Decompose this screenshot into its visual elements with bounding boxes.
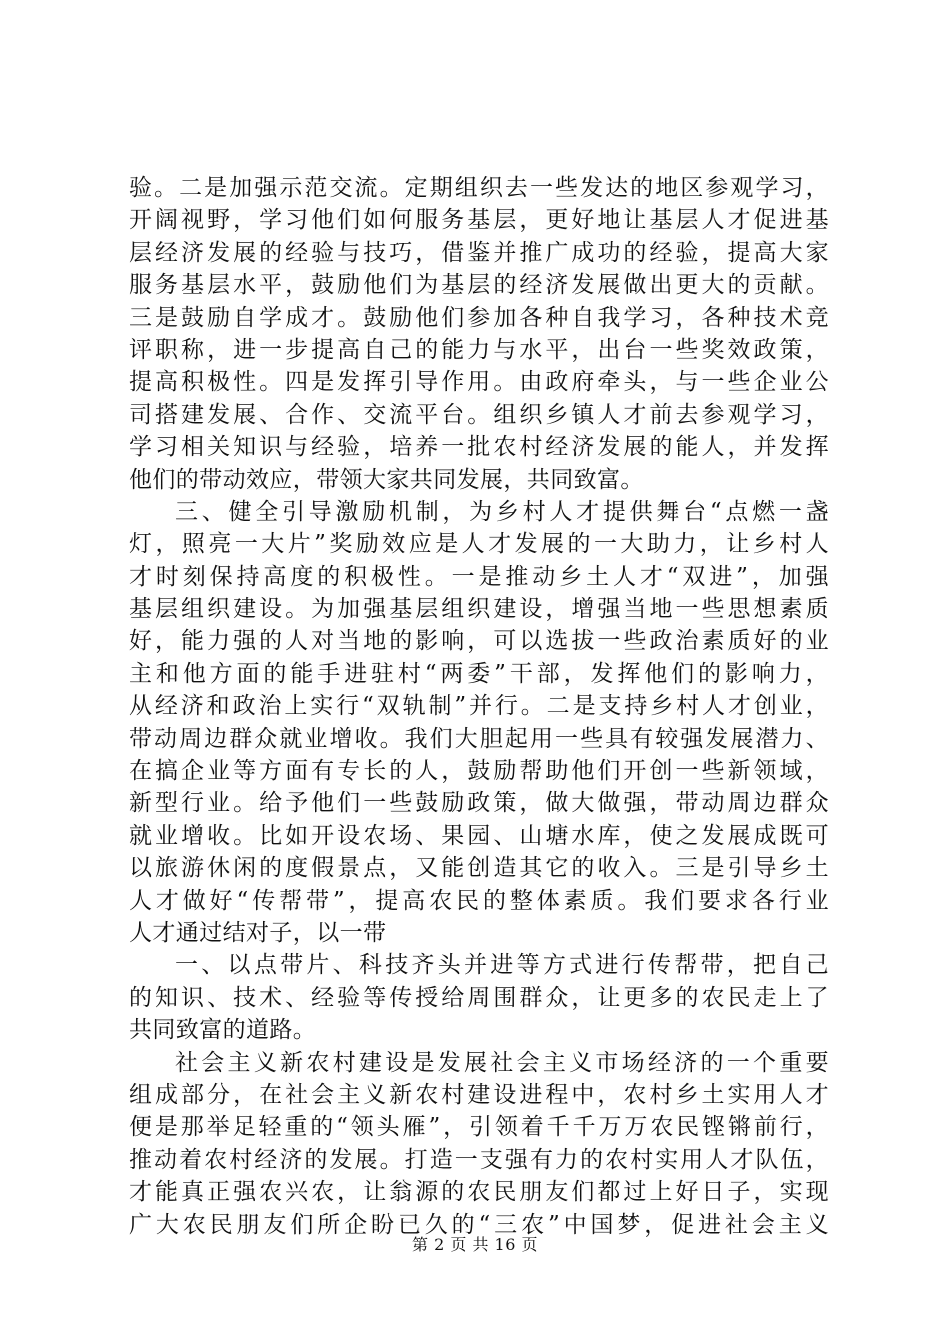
- text-line: 共同致富的道路。: [129, 1017, 317, 1044]
- text-line: 才能真正强农兴农，让翁源的农民朋友们都过上好日子，实现: [129, 1179, 829, 1206]
- body-text: [129, 172, 829, 1241]
- text-line: 好，能力强的人对当地的影响，可以选拔一些政治素质好的业: [129, 628, 829, 655]
- text-line: 灯，照亮一大片”奖励效应是人才发展的一大助力，让乡村人: [129, 531, 829, 558]
- text-line: 就业增收。比如开设农场、果园、山塘水库，使之发展成既可: [129, 822, 829, 849]
- text-line: 他们的带动效应，带领大家共同发展，共同致富。: [129, 466, 644, 493]
- text-line: 从经济和政治上实行“双轨制”并行。二是支持乡村人才创业，: [129, 693, 829, 720]
- text-line: 开阔视野，学习他们如何服务基层，更好地让基层人才促进基: [129, 207, 829, 234]
- text-line: 推动着农村经济的发展。打造一支强有力的农村实用人才队伍，: [129, 1146, 829, 1173]
- text-line: 验。二是加强示范交流。定期组织去一些发达的地区参观学习，: [129, 175, 829, 201]
- text-line: 人才通过结对子，以一带: [129, 919, 387, 946]
- text-line: 在搞企业等方面有专长的人，鼓励帮助他们开创一些新领域，: [129, 758, 829, 785]
- text-line: 三是鼓励自学成才。鼓励他们参加各种自我学习，各种技术竞: [129, 304, 829, 331]
- text-line: 一、以点带片、科技齐头并进等方式进行传帮带，把自己: [175, 952, 829, 979]
- text-line: 以旅游休闲的度假景点，又能创造其它的收入。三是引导乡土: [129, 855, 829, 882]
- text-line: 学习相关知识与经验，培养一批农村经济发展的能人，并发挥: [129, 434, 829, 461]
- text-line: 主和他方面的能手进驻村“两委”干部，发挥他们的影响力，: [129, 660, 829, 687]
- text-line: 社会主义新农村建设是发展社会主义市场经济的一个重要: [175, 1049, 829, 1076]
- text-line: 提高积极性。四是发挥引导作用。由政府牵头，与一些企业公: [129, 369, 829, 396]
- text-line: 司搭建发展、合作、交流平台。组织乡镇人才前去参观学习，: [129, 401, 829, 428]
- text-line: 组成部分，在社会主义新农村建设进程中，农村乡土实用人才: [129, 1081, 829, 1108]
- text-line: 三、健全引导激励机制，为乡村人才提供舞台“点燃一盏: [175, 498, 829, 525]
- text-line: 人才做好“传帮带”，提高农民的整体素质。我们要求各行业: [129, 887, 829, 914]
- text-line: 广大农民朋友们所企盼已久的“三农”中国梦，促进社会主义: [129, 1211, 829, 1238]
- page-number-footer: 第 2 页 共 16 页: [412, 1235, 538, 1254]
- text-line: 新型行业。给予他们一些鼓励政策，做大做强，带动周边群众: [129, 790, 829, 817]
- text-line: 层经济发展的经验与技巧，借鉴并推广成功的经验，提高大家: [129, 239, 829, 266]
- text-line: 基层组织建设。为加强基层组织建设，增强当地一些思想素质: [129, 596, 829, 623]
- text-line: 服务基层水平，鼓励他们为基层的经济发展做出更大的贡献。: [129, 272, 829, 299]
- text-line: 评职称，进一步提高自己的能力与水平，出台一些奖效政策，: [129, 336, 829, 363]
- text-line: 带动周边群众就业增收。我们大胆起用一些具有较强发展潜力、: [129, 725, 829, 752]
- text-line: 的知识、技术、经验等传授给周围群众，让更多的农民走上了: [129, 984, 829, 1011]
- text-line: 才时刻保持高度的积极性。一是推动乡土人才“双进”，加强: [129, 563, 829, 590]
- text-line: 便是那举足轻重的“领头雁”，引领着千千万万农民铿锵前行，: [129, 1114, 829, 1141]
